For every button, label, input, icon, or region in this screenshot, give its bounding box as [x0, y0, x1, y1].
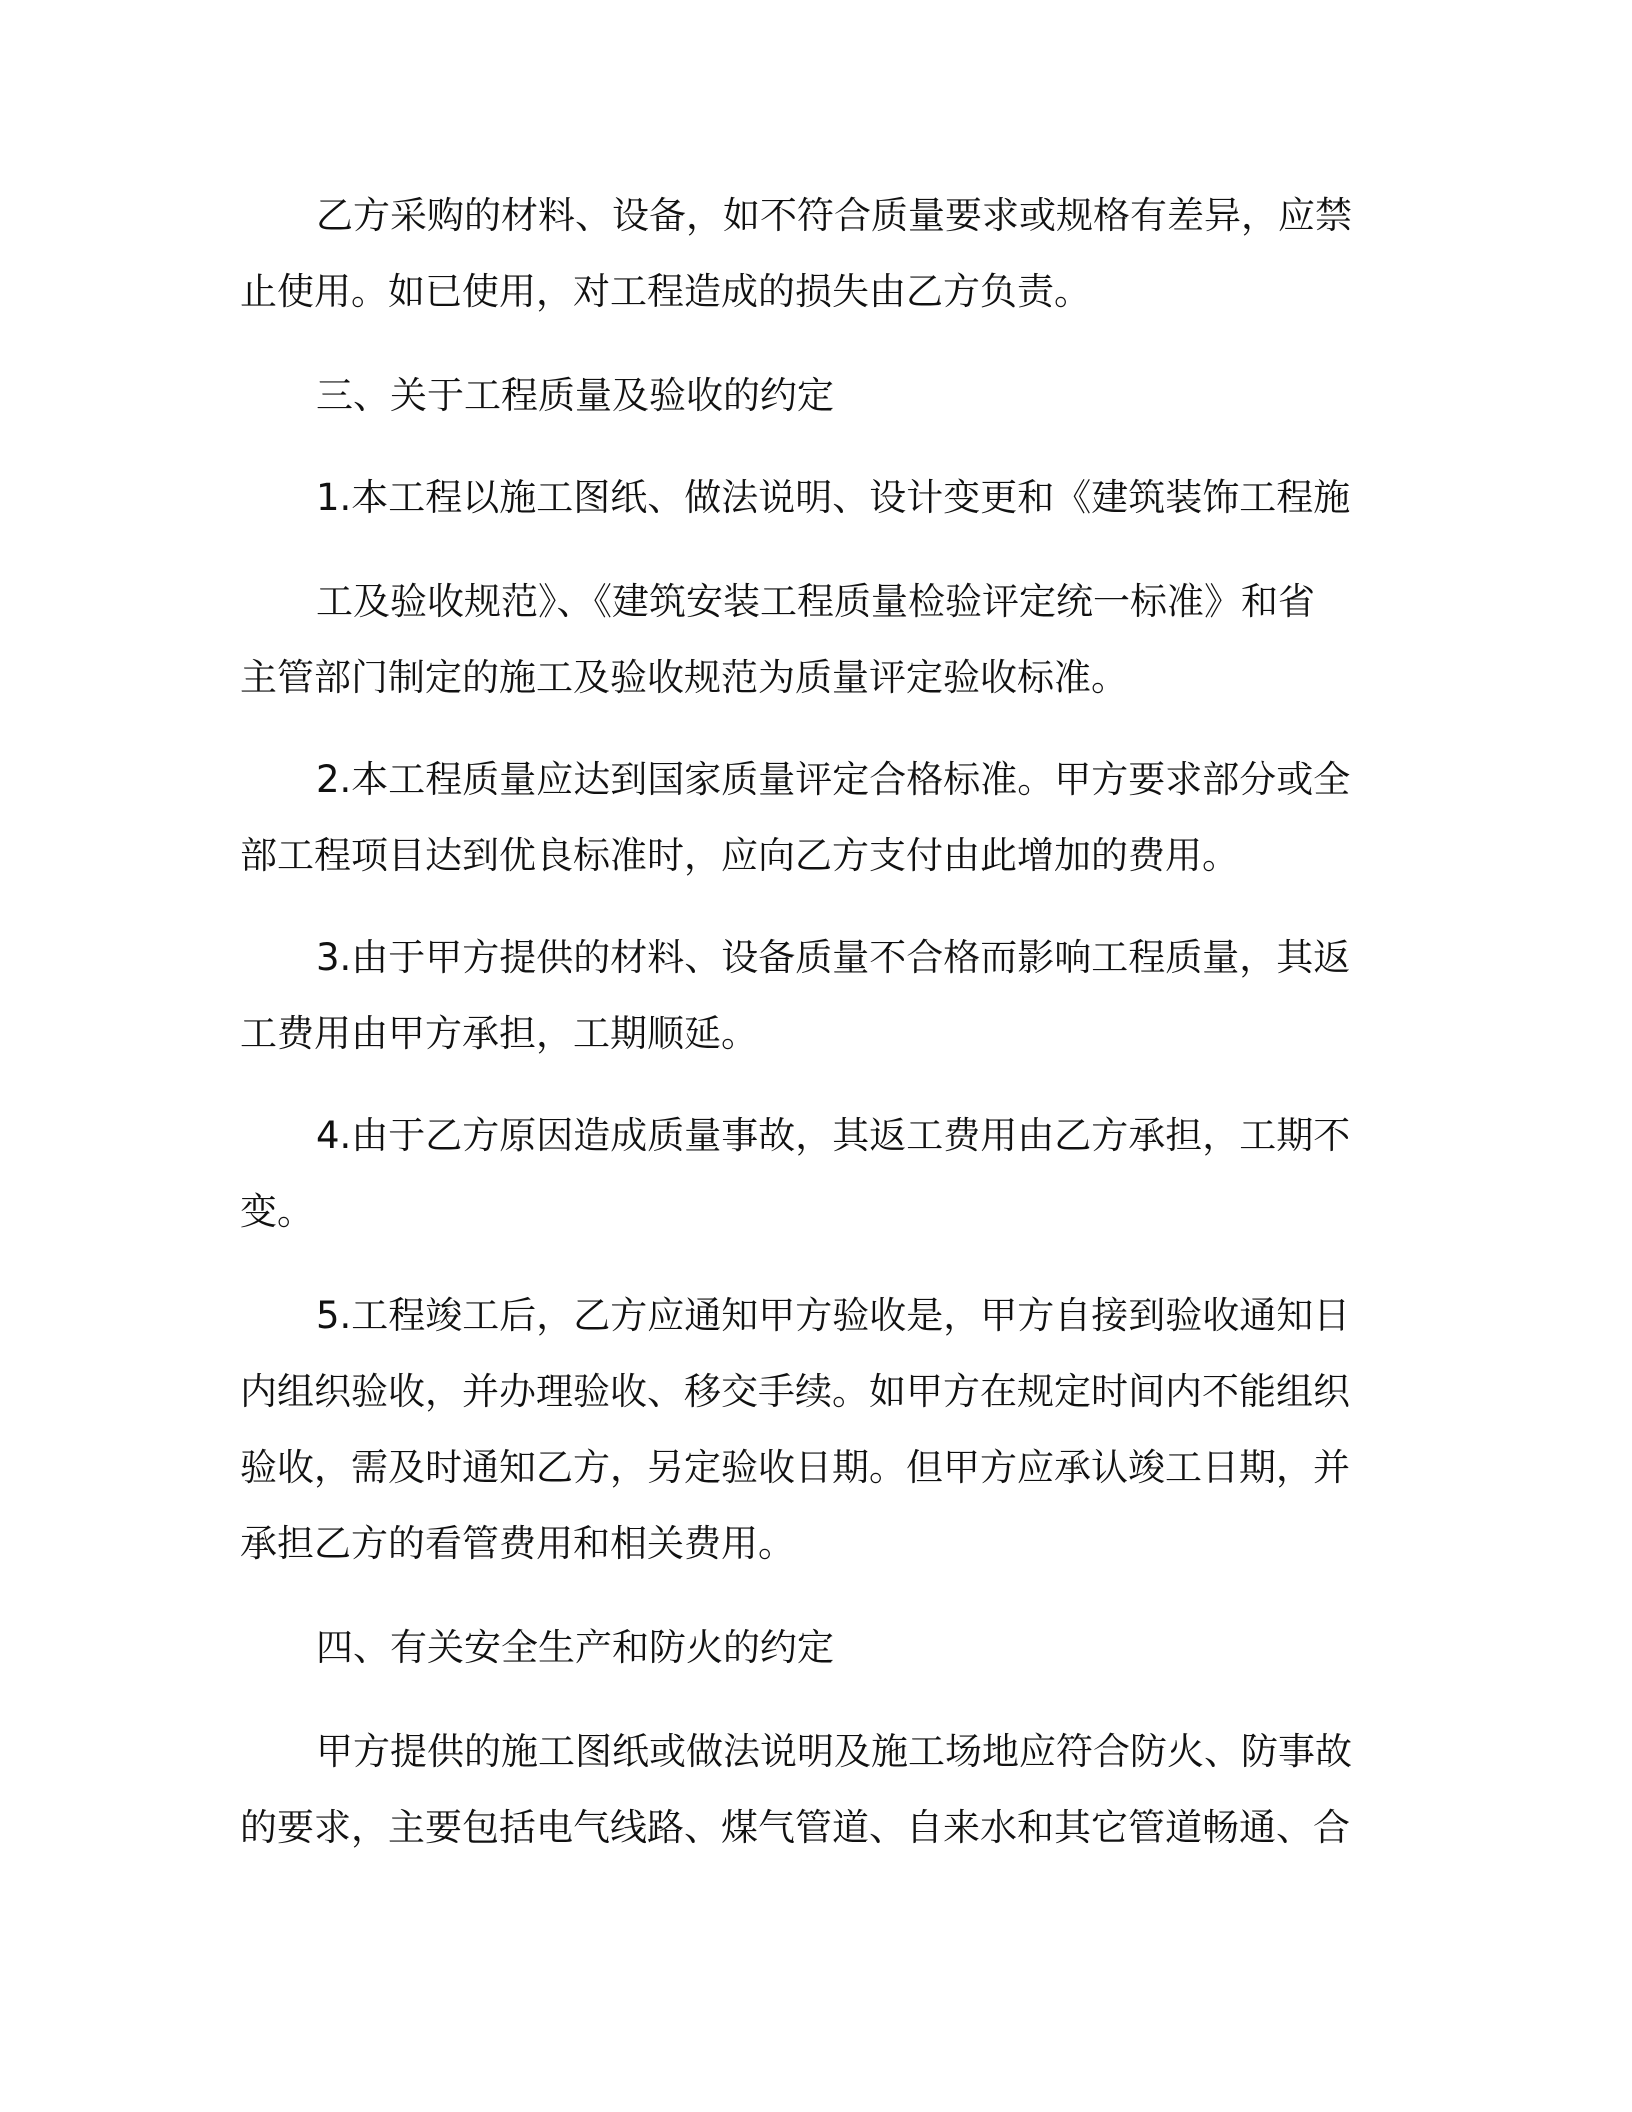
paragraph-line: 变。 — [240, 1190, 314, 1233]
paragraph-line: 4.由于乙方原因造成质量事故，其返工费用由乙方承担，工期不 — [316, 1114, 1351, 1157]
paragraph-line: 1.本工程以施工图纸、做法说明、设计变更和《建筑装饰工程施 — [316, 476, 1351, 519]
paragraph-line: 工费用由甲方承担，工期顺延。 — [240, 1012, 758, 1055]
paragraph-line: 承担乙方的看管费用和相关费用。 — [240, 1522, 795, 1565]
paragraph-line: 的要求，主要包括电气线路、煤气管道、自来水和其它管道畅通、合 — [240, 1806, 1350, 1849]
section-heading: 三、关于工程质量及验收的约定 — [316, 374, 834, 417]
paragraph-line: 内组织验收，并办理验收、移交手续。如甲方在规定时间内不能组织 — [240, 1370, 1350, 1413]
section-heading: 四、有关安全生产和防火的约定 — [316, 1626, 834, 1669]
paragraph-line: 5.工程竣工后，乙方应通知甲方验收是，甲方自接到验收通知日 — [316, 1294, 1351, 1337]
paragraph-line: 乙方采购的材料、设备，如不符合质量要求或规格有差异，应禁 — [316, 194, 1352, 237]
paragraph-line: 3.由于甲方提供的材料、设备质量不合格而影响工程质量，其返 — [316, 936, 1351, 979]
paragraph-line: 验收，需及时通知乙方，另定验收日期。但甲方应承认竣工日期，并 — [240, 1446, 1350, 1489]
paragraph-line: 2.本工程质量应达到国家质量评定合格标准。甲方要求部分或全 — [316, 758, 1351, 801]
paragraph-line: 工及验收规范》、《建筑安装工程质量检验评定统一标准》和省 — [316, 580, 1315, 623]
paragraph-line: 主管部门制定的施工及验收规范为质量评定验收标准。 — [240, 656, 1128, 699]
paragraph-line: 部工程项目达到优良标准时，应向乙方支付由此增加的费用。 — [240, 834, 1239, 877]
paragraph-line: 甲方提供的施工图纸或做法说明及施工场地应符合防火、防事故 — [316, 1730, 1352, 1773]
paragraph-line: 止使用。如已使用，对工程造成的损失由乙方负责。 — [240, 270, 1091, 313]
